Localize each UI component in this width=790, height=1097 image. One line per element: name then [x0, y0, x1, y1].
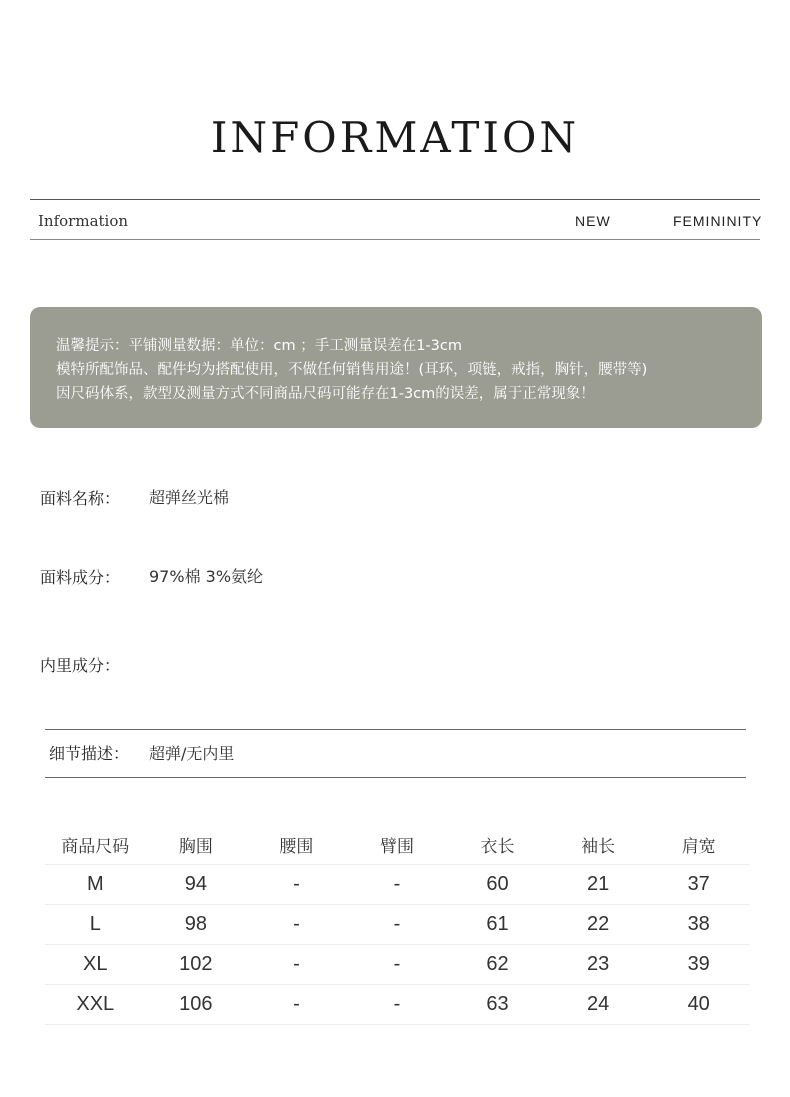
table-cell: 38 [648, 905, 749, 945]
header-cell: 臂围 [347, 824, 448, 865]
size-table [45, 824, 749, 1025]
table-cell: - [246, 865, 347, 905]
band-new-label: NEW [575, 213, 611, 229]
band-left-label: Information [38, 212, 129, 230]
table-row [45, 985, 749, 1025]
top-rule [30, 199, 760, 200]
table-row [45, 905, 749, 945]
table-cell: - [347, 985, 448, 1025]
table-cell: 60 [447, 865, 548, 905]
fabric-composition-value: 97%棉 3%氨纶 [149, 567, 264, 586]
table-cell: XXL [45, 985, 146, 1025]
table-cell: - [246, 945, 347, 985]
detail-label: 细节描述： [49, 744, 130, 763]
fabric-composition-label: 面料成分： [40, 568, 121, 587]
table-cell: 61 [447, 905, 548, 945]
table-cell: 106 [146, 985, 247, 1025]
table-cell: 24 [548, 985, 649, 1025]
band-femininity-label: FEMININITY [673, 213, 763, 229]
detail-value: 超弹/无内里 [149, 744, 235, 763]
table-cell: - [246, 905, 347, 945]
table-cell: 39 [648, 945, 749, 985]
bottom-rule [30, 239, 760, 240]
detail-bottom-rule [45, 777, 746, 778]
header-cell: 胸围 [146, 824, 247, 865]
header-cell: 衣长 [447, 824, 548, 865]
detail-top-rule [45, 729, 746, 730]
table-row [45, 865, 749, 905]
table-cell: 63 [447, 985, 548, 1025]
notice-line: 模特所配饰品、配件均为搭配使用，不做任何销售用途！(耳环，项链，戒指，胸针，腰带等) [56, 362, 648, 378]
table-row [45, 945, 749, 985]
table-cell: 37 [648, 865, 749, 905]
header-cell: 商品尺码 [45, 824, 146, 865]
table-cell: 94 [146, 865, 247, 905]
table-cell: M [45, 865, 146, 905]
page-title: INFORMATION [210, 113, 580, 162]
header-cell: 肩宽 [648, 824, 749, 865]
notice-line: 温馨提示：平铺测量数据：单位：cm ；手工测量误差在1-3cm [56, 338, 462, 354]
table-cell: - [347, 945, 448, 985]
fabric-name-value: 超弹丝光棉 [149, 488, 230, 507]
fabric-name-label: 面料名称： [40, 489, 121, 508]
header-cell: 腰围 [246, 824, 347, 865]
table-cell: 98 [146, 905, 247, 945]
table-cell: 40 [648, 985, 749, 1025]
table-cell: - [246, 985, 347, 1025]
table-cell: XL [45, 945, 146, 985]
table-cell: - [347, 865, 448, 905]
table-cell: 62 [447, 945, 548, 985]
size-table-header [45, 824, 749, 865]
notice-line: 因尺码体系，款型及测量方式不同商品尺码可能存在1-3cm的误差，属于正常现象！ [56, 386, 595, 402]
table-cell: L [45, 905, 146, 945]
header-cell: 袖长 [548, 824, 649, 865]
table-cell: 23 [548, 945, 649, 985]
table-cell: 21 [548, 865, 649, 905]
table-cell: 22 [548, 905, 649, 945]
table-cell: - [347, 905, 448, 945]
lining-composition-label: 内里成分： [40, 656, 121, 675]
table-cell: 102 [146, 945, 247, 985]
notice-box [30, 307, 762, 428]
